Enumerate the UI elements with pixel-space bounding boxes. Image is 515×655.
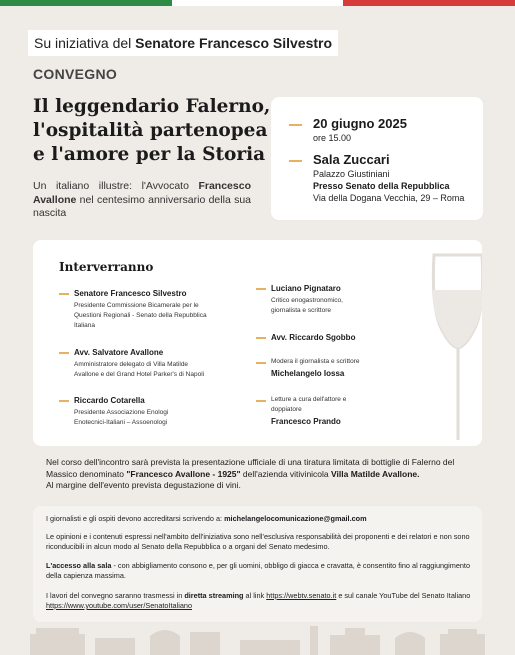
speaker-item — [59, 347, 239, 380]
event-date: 20 giugno 2025 — [313, 116, 407, 131]
initiative-banner — [28, 30, 338, 56]
speaker-dash — [256, 288, 266, 290]
stream-text-1: I lavori del convegno saranno trasmessi in — [46, 591, 183, 600]
webtv-link[interactable]: https://webtv.senato.it — [266, 591, 337, 600]
speaker-role-line: Presidente Associazione Enologi — [74, 409, 169, 416]
event-room: Sala Zuccari — [313, 152, 390, 167]
notes-panel — [33, 506, 482, 622]
speaker-role-line: Presidente Commissione Bicamerale per le — [74, 302, 199, 309]
speaker-role-line: Enotecnici-Italiani – Assoenologi — [74, 419, 168, 426]
subtitle-name: Francesco Avallone — [33, 180, 251, 206]
speaker-name: Riccardo Cotarella — [74, 396, 145, 405]
winery-name: Villa Matilde Avallone. — [331, 468, 420, 479]
event-type-label: CONVEGNO — [33, 66, 118, 82]
speaker-dash — [256, 337, 266, 339]
accredit-note — [46, 514, 471, 524]
event-venue: Presso Senato della Repubblica — [313, 181, 450, 191]
access-text: - con abbigliamento consono e, per gli uomini, obbligo di giacca e cravatta, è consentito fino al raggiungimento della capienza massima. — [46, 561, 471, 580]
rome-skyline-illustration — [0, 620, 515, 655]
speakers-heading: Interverranno — [59, 260, 154, 274]
speaker-dash — [256, 400, 266, 402]
speaker-name: Avv. Riccardo Sgobbo — [271, 333, 356, 342]
speaker-dash — [59, 352, 69, 354]
speaker-dash — [256, 362, 266, 364]
streaming-note — [46, 591, 471, 611]
access-label: L'accesso alla sala — [46, 561, 112, 570]
speaker-name: Francesco Prando — [271, 417, 341, 426]
subtitle — [33, 180, 251, 221]
speaker-role-line: giornalista e scrittore — [271, 307, 331, 314]
initiative-name: Senatore Francesco Silvestro — [135, 35, 333, 51]
speaker-intro: Modera il giornalista e scrittore — [271, 358, 360, 365]
speaker-item — [59, 288, 239, 331]
speaker-item — [256, 283, 436, 316]
speaker-item — [59, 395, 239, 428]
event-info-box — [271, 97, 483, 220]
wine-name: "Francesco Avallone - 1925" — [126, 468, 241, 479]
disclaimer-note: Le opinioni e i contenuti espressi nell'ambito dell'iniziativa sono nell'esclusiva responsabilità dei proponenti e dei relatori e non sono riconducibili in alcun modo al Senato della Repubblica o a organi del Senato medesimo. — [46, 532, 470, 551]
date-dash — [289, 124, 302, 126]
initiative-prefix: Su iniziativa del — [34, 35, 132, 51]
access-note — [46, 561, 471, 581]
presentation-paragraph — [46, 457, 476, 492]
speaker-item — [256, 332, 436, 343]
speaker-name: Luciano Pignataro — [271, 284, 341, 293]
flag-stripe-red — [343, 0, 515, 6]
speaker-role-line: Avallone e del Grand Hotel Parker's di Napoli — [74, 371, 205, 378]
speaker-role-line: Critico enogastronomico, — [271, 297, 343, 304]
speaker-dash — [59, 400, 69, 402]
accredit-email[interactable]: michelangelocomunicazione@gmail.com — [224, 514, 367, 523]
event-address: Via della Dogana Vecchia, 29 – Roma — [313, 193, 465, 203]
speaker-intro: doppiatore — [271, 406, 302, 413]
speaker-item — [256, 357, 436, 379]
flag-stripe-green — [0, 0, 172, 6]
youtube-link[interactable]: https://www.youtube.com/user/SenatoItaliano — [46, 601, 193, 610]
event-time: ore 15.00 — [313, 133, 352, 143]
wine-glass-icon — [428, 250, 482, 440]
speaker-dash — [59, 293, 69, 295]
accredit-text: I giornalisti e gli ospiti devono accreditarsi scrivendo a: — [46, 514, 223, 523]
place-dash — [289, 160, 302, 162]
speaker-role-line: Amministratore delegato di Villa Matilde — [74, 361, 189, 368]
speakers-panel — [33, 240, 482, 446]
subtitle-text-1: Un italiano illustre: l'Avvocato — [33, 180, 189, 192]
speaker-item — [256, 395, 436, 427]
stream-text-2: al link — [245, 591, 265, 600]
stream-bold: diretta streaming — [184, 591, 244, 600]
flag-stripe-white — [172, 0, 344, 6]
speaker-role-line: Italiana — [74, 322, 95, 329]
speaker-name: Avv. Salvatore Avallone — [74, 348, 164, 357]
speaker-intro: Letture a cura dell'attore e — [271, 396, 347, 403]
presentation-text-3: Al margine dell'evento prevista degustazione di vini. — [46, 480, 241, 490]
subtitle-text-2: nel centesimo anniversario della sua nascita — [33, 193, 251, 219]
speaker-name: Michelangelo Iossa — [271, 369, 345, 378]
event-palace: Palazzo Giustiniani — [313, 169, 390, 179]
speaker-name: Senatore Francesco Silvestro — [74, 289, 187, 298]
page-title: Il leggendario Falerno, l'ospitalità partenopea e l'amore per la Storia — [33, 96, 271, 165]
presentation-text-1: Nel corso dell'incontro sarà prevista la presentazione ufficiale di una tiratura limitata di bottiglie di Falerno del Massico denominato — [46, 457, 455, 479]
presentation-text-2: dell'azienda vitivinicola — [242, 468, 329, 479]
speaker-role-line: Questioni Regionali - Senato della Repubblica — [74, 312, 207, 319]
stream-text-3: e sul canale YouTube del Senato Italiano — [338, 591, 471, 600]
